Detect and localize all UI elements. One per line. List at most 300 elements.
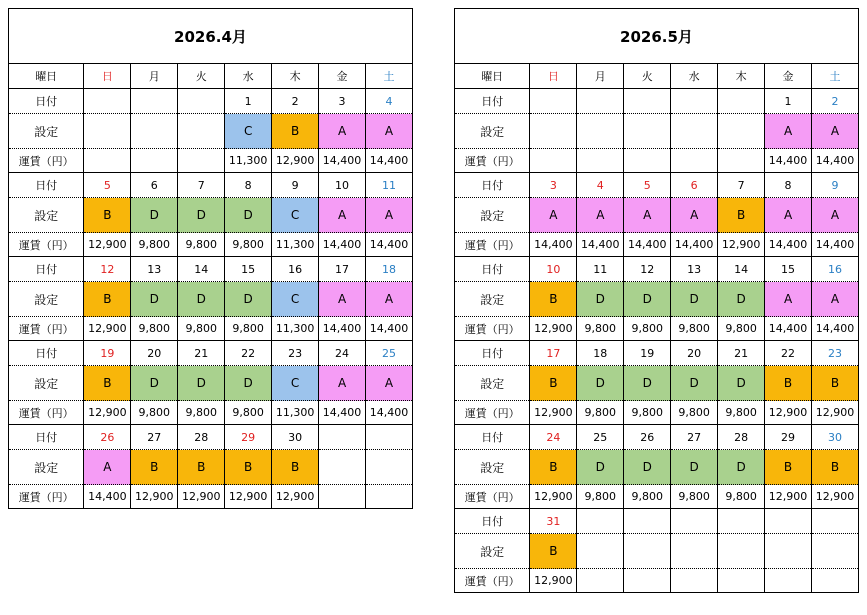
fare-cell: 12,900	[178, 485, 225, 509]
date-row	[455, 89, 859, 114]
setting-cell: A	[319, 114, 366, 149]
weekday-header: 月	[131, 64, 178, 89]
setting-cell: D	[225, 366, 272, 401]
fare-cell	[671, 569, 718, 593]
setting-cell: D	[671, 282, 718, 317]
setting-cell: A	[812, 198, 859, 233]
date-label: 日付	[455, 425, 530, 450]
date-cell	[577, 509, 624, 534]
date-cell: 18	[366, 257, 413, 282]
fare-cell: 14,400	[671, 233, 718, 257]
setting-cell: A	[765, 282, 812, 317]
set-label: 設定	[455, 366, 530, 401]
set-row	[9, 366, 413, 401]
date-cell	[319, 425, 366, 450]
fare-cell: 9,800	[718, 317, 765, 341]
fare-cell	[577, 569, 624, 593]
fare-cell: 12,900	[272, 485, 319, 509]
setting-cell: C	[272, 198, 319, 233]
weekday-header: 火	[624, 64, 671, 89]
date-label: 日付	[9, 425, 84, 450]
fare-label: 運賃（円）	[9, 149, 84, 173]
date-cell: 11	[577, 257, 624, 282]
setting-cell	[671, 534, 718, 569]
date-cell	[624, 509, 671, 534]
fare-cell: 12,900	[131, 485, 178, 509]
set-label: 設定	[455, 534, 530, 569]
fare-cell: 9,800	[718, 401, 765, 425]
fare-cell: 9,800	[131, 401, 178, 425]
date-cell	[577, 89, 624, 114]
date-row	[455, 509, 859, 534]
fare-cell	[131, 149, 178, 173]
fare-cell: 12,900	[530, 401, 577, 425]
date-cell: 6	[131, 173, 178, 198]
date-cell: 24	[530, 425, 577, 450]
setting-cell	[671, 114, 718, 149]
setting-cell: C	[272, 282, 319, 317]
setting-cell	[718, 114, 765, 149]
fare-cell: 14,400	[366, 401, 413, 425]
set-label: 設定	[455, 198, 530, 233]
setting-cell: B	[812, 366, 859, 401]
fare-cell	[624, 569, 671, 593]
setting-cell: B	[84, 198, 131, 233]
fare-cell	[624, 149, 671, 173]
fare-cell	[812, 569, 859, 593]
fare-row	[455, 317, 859, 341]
setting-cell: D	[624, 450, 671, 485]
setting-cell: C	[272, 366, 319, 401]
calendar-april	[8, 8, 413, 509]
date-cell: 10	[530, 257, 577, 282]
date-cell: 7	[178, 173, 225, 198]
setting-cell: C	[225, 114, 272, 149]
setting-cell: A	[366, 198, 413, 233]
setting-cell: B	[718, 198, 765, 233]
date-row	[9, 257, 413, 282]
date-cell: 20	[131, 341, 178, 366]
date-cell: 4	[577, 173, 624, 198]
set-row	[455, 198, 859, 233]
date-cell: 31	[530, 509, 577, 534]
weekday-header: 火	[178, 64, 225, 89]
fare-cell: 12,900	[765, 401, 812, 425]
setting-cell: B	[765, 366, 812, 401]
date-cell	[812, 509, 859, 534]
date-cell	[718, 509, 765, 534]
fare-cell: 11,300	[272, 233, 319, 257]
setting-cell: A	[812, 282, 859, 317]
fare-cell: 9,800	[577, 485, 624, 509]
fare-cell: 14,400	[624, 233, 671, 257]
fare-row	[455, 401, 859, 425]
fare-label: 運賃（円）	[9, 485, 84, 509]
fare-cell: 12,900	[530, 569, 577, 593]
fare-cell: 14,400	[366, 149, 413, 173]
date-cell: 16	[272, 257, 319, 282]
weekday-header: 水	[671, 64, 718, 89]
date-cell: 9	[812, 173, 859, 198]
date-cell	[84, 89, 131, 114]
setting-cell	[624, 114, 671, 149]
setting-cell: D	[178, 366, 225, 401]
fare-row	[9, 233, 413, 257]
fare-cell: 12,900	[84, 317, 131, 341]
date-cell: 1	[765, 89, 812, 114]
set-label: 設定	[455, 282, 530, 317]
date-cell: 28	[718, 425, 765, 450]
date-cell	[671, 89, 718, 114]
fare-cell: 14,400	[319, 149, 366, 173]
weekday-header: 日	[530, 64, 577, 89]
setting-cell: B	[178, 450, 225, 485]
date-cell: 22	[225, 341, 272, 366]
date-cell	[131, 89, 178, 114]
setting-cell	[577, 114, 624, 149]
fare-cell: 14,400	[84, 485, 131, 509]
date-cell: 14	[718, 257, 765, 282]
fare-cell: 12,900	[530, 317, 577, 341]
date-cell: 26	[624, 425, 671, 450]
weekday-header: 木	[718, 64, 765, 89]
setting-cell: A	[671, 198, 718, 233]
date-label: 日付	[455, 509, 530, 534]
setting-cell: A	[577, 198, 624, 233]
date-cell: 25	[577, 425, 624, 450]
date-cell: 21	[178, 341, 225, 366]
weekday-header: 土	[366, 64, 413, 89]
fare-cell	[671, 149, 718, 173]
setting-cell: B	[84, 366, 131, 401]
month-title: 2026.5月	[455, 9, 859, 64]
date-label: 日付	[9, 173, 84, 198]
fare-cell: 9,800	[131, 317, 178, 341]
date-cell: 12	[84, 257, 131, 282]
weekday-label: 曜日	[9, 64, 84, 89]
setting-cell: D	[624, 366, 671, 401]
date-cell: 30	[812, 425, 859, 450]
weekday-header: 土	[812, 64, 859, 89]
date-cell	[530, 89, 577, 114]
setting-cell	[765, 534, 812, 569]
fare-cell: 14,400	[366, 233, 413, 257]
date-cell: 5	[624, 173, 671, 198]
set-label: 設定	[455, 450, 530, 485]
date-cell: 1	[225, 89, 272, 114]
setting-cell: A	[765, 198, 812, 233]
date-cell: 24	[319, 341, 366, 366]
date-row	[9, 89, 413, 114]
date-label: 日付	[455, 341, 530, 366]
date-cell	[671, 509, 718, 534]
fare-cell: 9,800	[225, 401, 272, 425]
fare-label: 運賃（円）	[9, 317, 84, 341]
date-cell: 13	[131, 257, 178, 282]
setting-cell: A	[366, 114, 413, 149]
setting-cell: B	[225, 450, 272, 485]
setting-cell: D	[131, 366, 178, 401]
setting-cell: B	[530, 282, 577, 317]
fare-cell: 11,300	[272, 401, 319, 425]
date-label: 日付	[455, 257, 530, 282]
date-cell: 3	[319, 89, 366, 114]
setting-cell: D	[225, 282, 272, 317]
fare-cell: 9,800	[671, 401, 718, 425]
setting-cell: A	[84, 450, 131, 485]
fare-label: 運賃（円）	[455, 485, 530, 509]
fare-cell: 14,400	[765, 149, 812, 173]
setting-cell: D	[225, 198, 272, 233]
fare-cell: 14,400	[319, 233, 366, 257]
fare-cell: 14,400	[366, 317, 413, 341]
setting-cell	[178, 114, 225, 149]
date-row	[455, 173, 859, 198]
fare-cell	[718, 149, 765, 173]
date-cell: 18	[577, 341, 624, 366]
date-cell: 12	[624, 257, 671, 282]
date-cell: 14	[178, 257, 225, 282]
date-cell: 17	[530, 341, 577, 366]
fare-cell: 14,400	[765, 233, 812, 257]
setting-cell: B	[530, 450, 577, 485]
fare-cell: 12,900	[812, 485, 859, 509]
date-cell: 6	[671, 173, 718, 198]
date-cell	[624, 89, 671, 114]
set-row	[9, 450, 413, 485]
setting-cell	[84, 114, 131, 149]
date-cell	[718, 89, 765, 114]
weekday-header: 木	[272, 64, 319, 89]
fare-cell: 14,400	[319, 317, 366, 341]
fare-row	[455, 569, 859, 593]
setting-cell: D	[577, 366, 624, 401]
fare-cell: 9,800	[624, 401, 671, 425]
fare-cell: 14,400	[530, 233, 577, 257]
date-cell: 17	[319, 257, 366, 282]
set-row	[455, 366, 859, 401]
setting-cell	[812, 534, 859, 569]
fare-cell: 9,800	[577, 401, 624, 425]
set-label: 設定	[9, 282, 84, 317]
date-cell: 15	[765, 257, 812, 282]
fare-cell: 9,800	[624, 317, 671, 341]
set-row	[455, 450, 859, 485]
fare-row	[455, 485, 859, 509]
fare-cell: 12,900	[272, 149, 319, 173]
date-cell	[366, 425, 413, 450]
fare-cell	[178, 149, 225, 173]
setting-cell	[530, 114, 577, 149]
date-label: 日付	[9, 341, 84, 366]
set-label: 設定	[9, 198, 84, 233]
setting-cell	[718, 534, 765, 569]
date-cell: 2	[272, 89, 319, 114]
fare-cell: 12,900	[718, 233, 765, 257]
setting-cell: D	[577, 450, 624, 485]
month-title: 2026.4月	[9, 9, 413, 64]
date-cell: 23	[812, 341, 859, 366]
date-cell: 29	[225, 425, 272, 450]
fare-cell: 9,800	[624, 485, 671, 509]
date-cell: 8	[225, 173, 272, 198]
set-label: 設定	[455, 114, 530, 149]
fare-label: 運賃（円）	[455, 317, 530, 341]
fare-row	[9, 149, 413, 173]
date-row	[9, 425, 413, 450]
fare-cell: 9,800	[671, 485, 718, 509]
fare-cell: 9,800	[671, 317, 718, 341]
weekday-header: 月	[577, 64, 624, 89]
date-cell: 13	[671, 257, 718, 282]
setting-cell	[319, 450, 366, 485]
date-row	[9, 341, 413, 366]
set-label: 設定	[9, 366, 84, 401]
fare-cell: 9,800	[178, 401, 225, 425]
fare-cell	[577, 149, 624, 173]
set-label: 設定	[9, 450, 84, 485]
date-cell: 25	[366, 341, 413, 366]
setting-cell: A	[366, 282, 413, 317]
fare-cell: 14,400	[812, 149, 859, 173]
set-row	[9, 114, 413, 149]
calendar-table	[454, 8, 859, 593]
date-label: 日付	[9, 257, 84, 282]
fare-row	[9, 485, 413, 509]
fare-cell: 14,400	[577, 233, 624, 257]
fare-cell: 14,400	[319, 401, 366, 425]
date-row	[9, 173, 413, 198]
date-cell: 28	[178, 425, 225, 450]
date-cell: 15	[225, 257, 272, 282]
fare-cell: 14,400	[765, 317, 812, 341]
fare-label: 運賃（円）	[455, 149, 530, 173]
date-cell: 16	[812, 257, 859, 282]
set-label: 設定	[9, 114, 84, 149]
fare-cell: 12,900	[765, 485, 812, 509]
fare-cell: 9,800	[225, 317, 272, 341]
fare-cell	[530, 149, 577, 173]
fare-label: 運賃（円）	[455, 233, 530, 257]
weekday-header: 金	[765, 64, 812, 89]
setting-cell: D	[718, 366, 765, 401]
date-cell	[178, 89, 225, 114]
date-cell: 22	[765, 341, 812, 366]
weekday-header: 水	[225, 64, 272, 89]
fare-cell: 12,900	[225, 485, 272, 509]
fare-cell	[84, 149, 131, 173]
date-cell: 3	[530, 173, 577, 198]
weekday-header: 金	[319, 64, 366, 89]
date-cell: 19	[624, 341, 671, 366]
setting-cell: D	[131, 282, 178, 317]
date-cell: 20	[671, 341, 718, 366]
fare-cell: 9,800	[131, 233, 178, 257]
fare-cell: 12,900	[84, 233, 131, 257]
date-label: 日付	[455, 173, 530, 198]
date-cell: 27	[131, 425, 178, 450]
setting-cell: D	[718, 282, 765, 317]
fare-row	[9, 317, 413, 341]
setting-cell	[366, 450, 413, 485]
date-cell: 23	[272, 341, 319, 366]
date-cell: 19	[84, 341, 131, 366]
setting-cell: B	[530, 534, 577, 569]
setting-cell: A	[530, 198, 577, 233]
setting-cell: A	[319, 282, 366, 317]
setting-cell: D	[178, 198, 225, 233]
fare-cell	[718, 569, 765, 593]
fare-cell: 9,800	[718, 485, 765, 509]
fare-label: 運賃（円）	[9, 233, 84, 257]
date-cell: 29	[765, 425, 812, 450]
setting-cell: A	[765, 114, 812, 149]
setting-cell: A	[624, 198, 671, 233]
fare-cell	[319, 485, 366, 509]
fare-row	[455, 233, 859, 257]
setting-cell: D	[577, 282, 624, 317]
date-cell: 7	[718, 173, 765, 198]
setting-cell: D	[624, 282, 671, 317]
date-cell: 11	[366, 173, 413, 198]
fare-cell: 14,400	[812, 233, 859, 257]
fare-cell: 9,800	[225, 233, 272, 257]
date-cell: 9	[272, 173, 319, 198]
date-cell: 10	[319, 173, 366, 198]
fare-cell: 9,800	[178, 233, 225, 257]
date-cell: 26	[84, 425, 131, 450]
fare-cell: 12,900	[530, 485, 577, 509]
date-cell: 2	[812, 89, 859, 114]
date-cell: 5	[84, 173, 131, 198]
date-label: 日付	[9, 89, 84, 114]
setting-cell: D	[671, 450, 718, 485]
date-cell: 27	[671, 425, 718, 450]
fare-cell: 14,400	[812, 317, 859, 341]
calendar-table	[8, 8, 413, 509]
fare-cell	[765, 569, 812, 593]
fare-cell: 11,300	[225, 149, 272, 173]
setting-cell: A	[812, 114, 859, 149]
setting-cell: B	[272, 450, 319, 485]
setting-cell	[577, 534, 624, 569]
fare-label: 運賃（円）	[455, 401, 530, 425]
fare-cell: 11,300	[272, 317, 319, 341]
set-row	[9, 282, 413, 317]
fare-label: 運賃（円）	[9, 401, 84, 425]
weekday-header: 日	[84, 64, 131, 89]
setting-cell: D	[718, 450, 765, 485]
setting-cell	[624, 534, 671, 569]
calendar-may	[454, 8, 859, 593]
date-row	[455, 257, 859, 282]
setting-cell: D	[178, 282, 225, 317]
setting-cell: D	[671, 366, 718, 401]
date-label: 日付	[455, 89, 530, 114]
fare-cell: 12,900	[812, 401, 859, 425]
date-cell: 21	[718, 341, 765, 366]
setting-cell: A	[319, 366, 366, 401]
fare-cell: 9,800	[577, 317, 624, 341]
date-cell: 8	[765, 173, 812, 198]
date-row	[455, 341, 859, 366]
date-cell	[765, 509, 812, 534]
weekday-label: 曜日	[455, 64, 530, 89]
set-row	[455, 114, 859, 149]
fare-cell: 12,900	[84, 401, 131, 425]
date-cell: 30	[272, 425, 319, 450]
fare-row	[9, 401, 413, 425]
